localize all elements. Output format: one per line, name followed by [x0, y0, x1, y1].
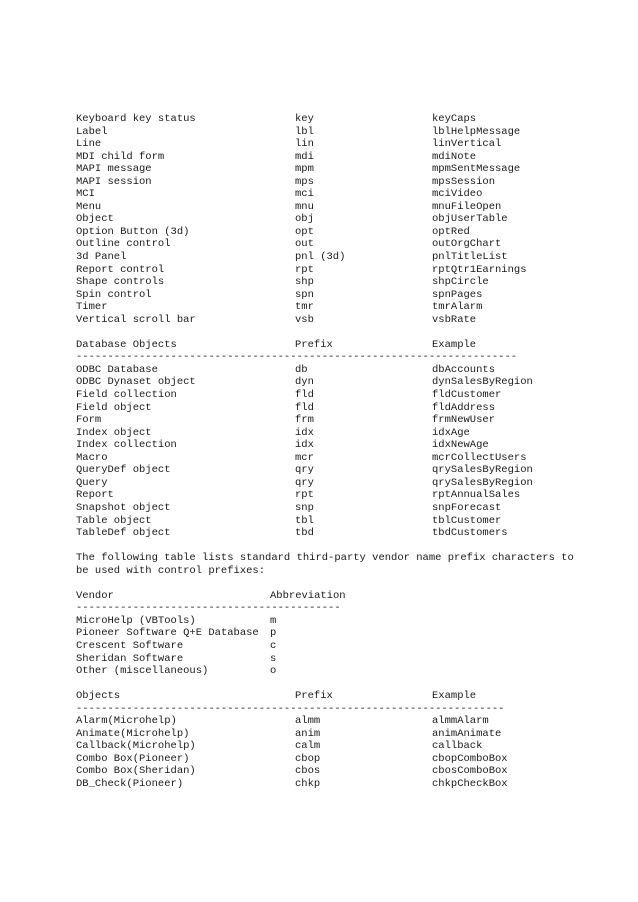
column-header: Objects [76, 690, 121, 703]
table-cell: tbl [295, 514, 314, 527]
column-header: Database Objects [76, 338, 177, 351]
table-row [76, 515, 616, 528]
table-row [76, 715, 616, 728]
table-cell: vsbRate [432, 313, 477, 326]
table-cell: vsb [295, 313, 314, 326]
document-page [76, 113, 616, 791]
table-cell: Query [76, 476, 108, 489]
table-cell: qrySalesByRegion [432, 476, 533, 489]
table-cell: Shape controls [76, 276, 165, 289]
table-cell: o [270, 665, 277, 678]
table-row [76, 238, 616, 251]
table-cell: mcr [295, 451, 314, 464]
table-cell: MAPI session [76, 175, 152, 188]
table-cell: out [295, 238, 314, 251]
table-header-row [76, 690, 616, 703]
table-row [76, 414, 616, 427]
table-cell: mnuFileOpen [432, 200, 502, 213]
table-cell: lin [295, 138, 314, 151]
table-cell: rptAnnualSales [432, 489, 521, 502]
table-cell: Report [76, 489, 114, 502]
table-row [76, 364, 616, 377]
table-cell: Sheridan Software [76, 652, 184, 665]
table-cell: mcrCollectUsers [432, 451, 527, 464]
header-rule: ------------------------------------------ [76, 602, 341, 615]
table-row [76, 653, 616, 666]
table-cell: spn [295, 288, 314, 301]
table-cell: mpmSentMessage [432, 163, 521, 176]
table-cell: spnPages [432, 288, 483, 301]
table-cell: Form [76, 414, 102, 427]
table-row [76, 452, 616, 465]
table-cell: fldCustomer [432, 389, 502, 402]
table-cell: Label [76, 125, 108, 138]
paragraph-line: The following table lists standard third-party vendor name prefix characters to [76, 552, 574, 565]
table-header-row [76, 339, 616, 352]
table-row [76, 176, 616, 189]
table-cell: rptQtr1Earnings [432, 263, 527, 276]
table-row [76, 464, 616, 477]
table-row [76, 402, 616, 415]
table-cell: Menu [76, 200, 102, 213]
table-row [76, 489, 616, 502]
table-row [76, 163, 616, 176]
table-cell: Report control [76, 263, 165, 276]
table-cell: Spin control [76, 288, 152, 301]
table-cell: Animate(Microhelp) [76, 727, 190, 740]
table-row [76, 502, 616, 515]
table-row [76, 640, 616, 653]
table-cell: optRed [432, 225, 470, 238]
table-cell: Outline control [76, 238, 171, 251]
table-cell: cbopComboBox [432, 752, 508, 765]
table-row [76, 389, 616, 402]
table-row [76, 665, 616, 678]
table-cell: Line [76, 138, 102, 151]
table-cell: s [270, 652, 277, 665]
paragraph-line: be used with control prefixes: [76, 564, 266, 577]
table-cell: tmrAlarm [432, 301, 483, 314]
column-header: Example [432, 690, 477, 703]
table-row [76, 427, 616, 440]
table-cell: callback [432, 740, 483, 753]
table-row [76, 477, 616, 490]
table-cell: obj [295, 213, 314, 226]
table-cell: tmr [295, 301, 314, 314]
column-header: Example [432, 338, 477, 351]
table-cell: snp [295, 501, 314, 514]
table-cell: ODBC Dynaset object [76, 376, 196, 389]
table-row [76, 615, 616, 628]
table-row [76, 728, 616, 741]
table-row [76, 778, 616, 791]
table-cell: TableDef object [76, 527, 171, 540]
table-cell: MDI child form [76, 150, 165, 163]
table-cell: mci [295, 188, 314, 201]
table-row [76, 251, 616, 264]
table-cell: mdi [295, 150, 314, 163]
column-header: Vendor [76, 589, 114, 602]
column-header: Prefix [295, 338, 333, 351]
table-cell: calm [295, 740, 321, 753]
table-cell: cbop [295, 752, 321, 765]
table-cell: linVertical [432, 138, 502, 151]
table-row [76, 740, 616, 753]
table-cell: MAPI message [76, 163, 152, 176]
table-cell: mps [295, 175, 314, 188]
table-cell: rpt [295, 263, 314, 276]
table-row [76, 753, 616, 766]
table-cell: pnl (3d) [295, 251, 346, 264]
table-cell: MicroHelp (VBTools) [76, 614, 196, 627]
table-cell: mdiNote [432, 150, 477, 163]
table-cell: Field collection [76, 389, 177, 402]
controls-table [76, 113, 616, 326]
table-row [76, 201, 616, 214]
header-rule: -------------------------------------------------------------------- [76, 702, 505, 715]
table-cell: almm [295, 715, 321, 728]
table-cell: db [295, 363, 308, 376]
table-cell: idxNewAge [432, 439, 489, 452]
table-row [76, 376, 616, 389]
table-row [76, 264, 616, 277]
table-cell: idxAge [432, 426, 470, 439]
table-cell: fld [295, 401, 314, 414]
table-cell: objUserTable [432, 213, 508, 226]
table-cell: mciVideo [432, 188, 483, 201]
column-header: Prefix [295, 690, 333, 703]
table-cell: anim [295, 727, 321, 740]
table-cell: Crescent Software [76, 639, 184, 652]
table-cell: QueryDef object [76, 464, 171, 477]
table-cell: 3d Panel [76, 251, 127, 264]
table-cell: mpsSession [432, 175, 496, 188]
table-cell: Keyboard key status [76, 113, 196, 125]
table-cell: c [270, 639, 277, 652]
vendor-paragraph [76, 552, 616, 577]
table-cell: p [270, 627, 277, 640]
database-objects-table [76, 339, 616, 540]
table-cell: Snapshot object [76, 501, 171, 514]
table-row [76, 138, 616, 151]
table-cell: snpForecast [432, 501, 502, 514]
table-cell: tbd [295, 527, 314, 540]
table-cell: animAnimate [432, 727, 502, 740]
table-cell: Callback(Microhelp) [76, 740, 196, 753]
table-cell: idx [295, 426, 314, 439]
table-cell: dbAccounts [432, 363, 496, 376]
table-cell: Vertical scroll bar [76, 313, 196, 326]
table-row [76, 188, 616, 201]
table-row [76, 276, 616, 289]
table-cell: mnu [295, 200, 314, 213]
table-cell: opt [295, 225, 314, 238]
objects-table [76, 690, 616, 790]
table-cell: cbos [295, 765, 321, 778]
table-row [76, 213, 616, 226]
table-cell: fld [295, 389, 314, 402]
table-row [76, 301, 616, 314]
table-row [76, 113, 616, 126]
table-row [76, 314, 616, 327]
table-row [76, 289, 616, 302]
table-cell: qrySalesByRegion [432, 464, 533, 477]
table-cell: idx [295, 439, 314, 452]
table-row [76, 439, 616, 452]
table-cell: Index object [76, 426, 152, 439]
table-cell: dyn [295, 376, 314, 389]
table-cell: cbosComboBox [432, 765, 508, 778]
table-cell: ODBC Database [76, 363, 158, 376]
table-row [76, 151, 616, 164]
table-cell: lblHelpMessage [432, 125, 521, 138]
header-rule: ---------------------------------------------------------------------- [76, 351, 518, 364]
table-row [76, 627, 616, 640]
table-row [76, 527, 616, 540]
table-cell: MCI [76, 188, 95, 201]
table-cell: shpCircle [432, 276, 489, 289]
table-cell: chkpCheckBox [432, 777, 508, 790]
table-cell: Timer [76, 301, 108, 314]
table-cell: fldAddress [432, 401, 496, 414]
table-cell: qry [295, 476, 314, 489]
table-cell: dynSalesByRegion [432, 376, 533, 389]
table-cell: Alarm(Microhelp) [76, 715, 177, 728]
table-row [76, 765, 616, 778]
table-cell: Combo Box(Sheridan) [76, 765, 196, 778]
table-cell: tbdCustomers [432, 527, 508, 540]
table-cell: Index collection [76, 439, 177, 452]
table-cell: DB_Check(Pioneer) [76, 777, 184, 790]
table-cell: Combo Box(Pioneer) [76, 752, 190, 765]
table-cell: Option Button (3d) [76, 225, 190, 238]
table-cell: keyCaps [432, 113, 477, 125]
table-cell: outOrgChart [432, 238, 502, 251]
table-cell: Object [76, 213, 114, 226]
table-row [76, 226, 616, 239]
table-cell: frmNewUser [432, 414, 496, 427]
table-cell: Other (miscellaneous) [76, 665, 209, 678]
vendor-table [76, 590, 616, 678]
table-cell: m [270, 614, 277, 627]
table-cell: Field object [76, 401, 152, 414]
table-cell: pnlTitleList [432, 251, 508, 264]
table-cell: Table object [76, 514, 152, 527]
column-header: Abbreviation [270, 589, 346, 602]
table-cell: qry [295, 464, 314, 477]
table-cell: chkp [295, 777, 321, 790]
table-cell: Macro [76, 451, 108, 464]
table-cell: almmAlarm [432, 715, 489, 728]
table-cell: lbl [295, 125, 314, 138]
table-cell: shp [295, 276, 314, 289]
table-cell: tblCustomer [432, 514, 502, 527]
table-cell: Pioneer Software Q+E Database [76, 627, 259, 640]
table-cell: key [295, 113, 314, 125]
table-cell: mpm [295, 163, 314, 176]
table-header-row [76, 590, 616, 603]
table-row [76, 126, 616, 139]
table-cell: rpt [295, 489, 314, 502]
table-cell: frm [295, 414, 314, 427]
